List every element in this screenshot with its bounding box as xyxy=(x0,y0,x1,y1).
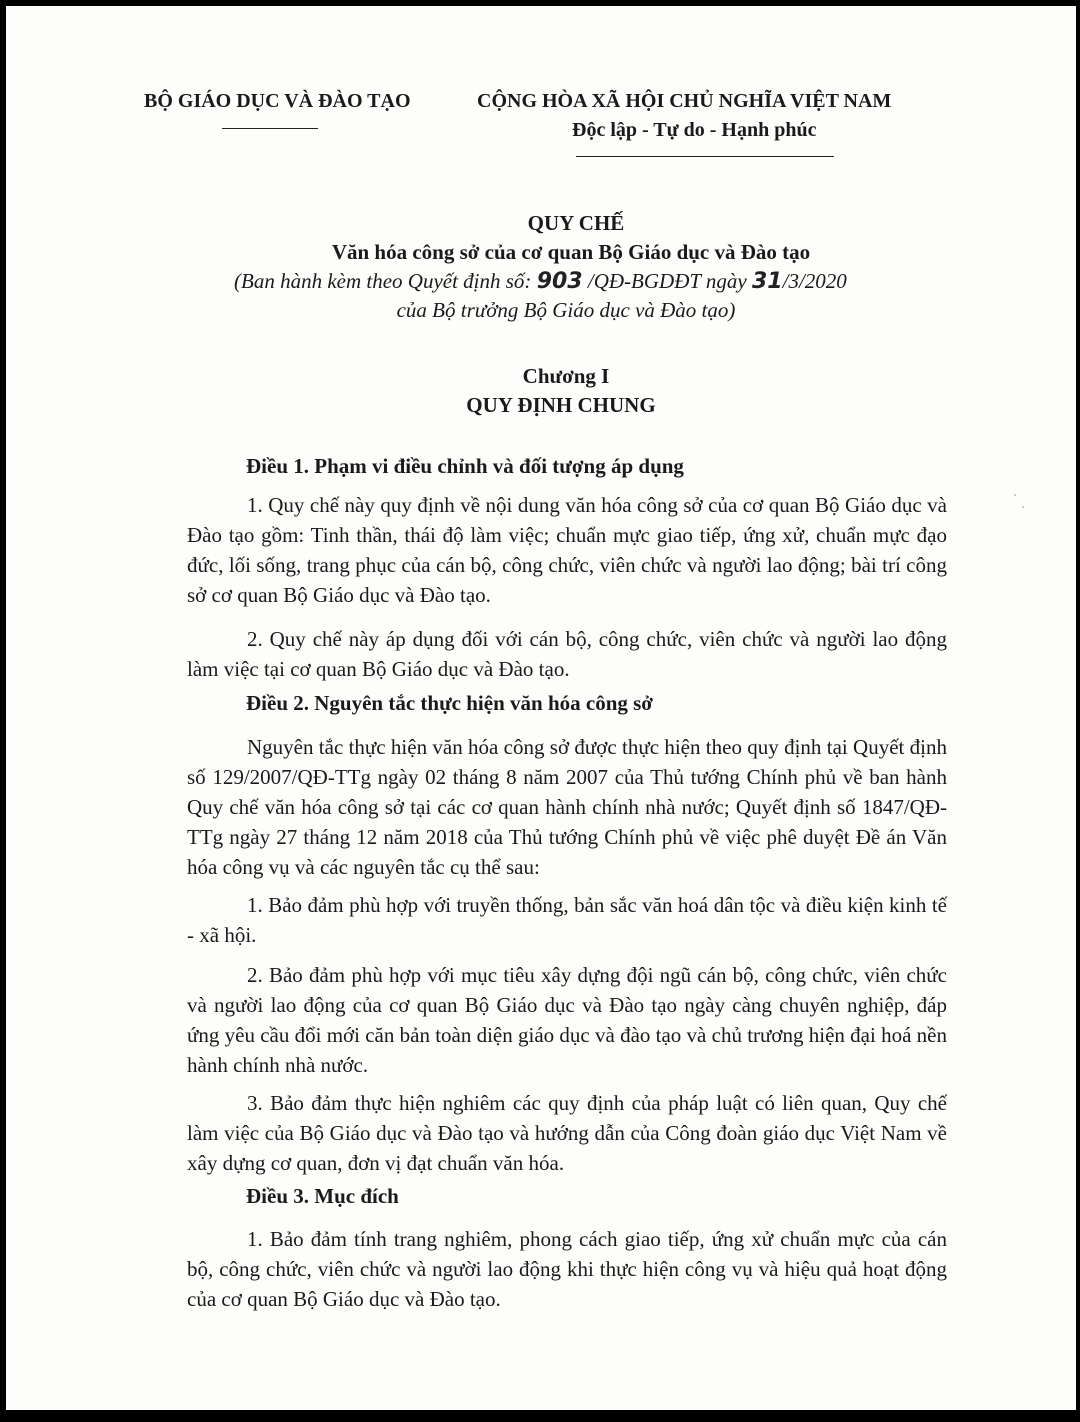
ministry-name: BỘ GIÁO DỤC VÀ ĐÀO TẠO xyxy=(144,90,411,112)
article-2-clause-2: 2. Bảo đảm phù hợp với mục tiêu xây dựng đội ngũ cán bộ, công chức, viên chức và người lao động của cơ quan Bộ Giáo dục và Đào tạo ngày càng chuyên nghiệp, đáp ứng yêu cầu đổi mới căn bản toàn diện giáo dục và đào tạo và chủ trương hiện đại hoá nền hành chính nhà nước. xyxy=(187,963,947,1077)
national-motto: Độc lập - Tự do - Hạnh phúc xyxy=(572,119,817,141)
article-2-heading: Điều 2. Nguyên tắc thực hiện văn hóa công sở xyxy=(246,691,653,715)
issuance-suffix: /3/2020 xyxy=(782,269,847,293)
issuance-line xyxy=(234,269,847,294)
decision-number-handwritten: 903 xyxy=(536,269,583,294)
article-1-clause-1: 1. Quy chế này quy định về nội dung văn hóa công sở của cơ quan Bộ Giáo dục và Đào tạo gồm: Tinh thần, thái độ làm việc; chuẩn mực giao tiếp, ứng xử, chuẩn mực đạo đức, lối sống, trang phục của cán bộ, công chức, viên chức và người lao động; bài trí công sở cơ quan Bộ Giáo dục và Đào tạo. xyxy=(187,493,947,607)
decision-day-handwritten: 31 xyxy=(751,269,783,294)
article-1-clause-2: 2. Quy chế này áp dụng đối với cán bộ, công chức, viên chức và người lao động làm việc tại cơ quan Bộ Giáo dục và Đào tạo. xyxy=(187,627,947,681)
scan-speck xyxy=(1014,494,1016,496)
article-2-clause-3: 3. Bảo đảm thực hiện nghiêm các quy định của pháp luật có liên quan, Quy chế làm việc của Bộ Giáo dục và Đào tạo và hướng dẫn của Công đoàn giáo dục Việt Nam về xây dựng cơ quan, đơn vị đạt chuẩn văn hóa. xyxy=(187,1091,947,1175)
document-title: QUY CHẾ xyxy=(527,211,625,235)
document-subtitle: Văn hóa công sở của cơ quan Bộ Giáo dục và Đào tạo xyxy=(331,240,811,264)
scan-speck xyxy=(1022,506,1024,508)
issuer-line: của Bộ trưởng Bộ Giáo dục và Đào tạo) xyxy=(396,298,736,322)
motto-underline xyxy=(576,156,834,157)
ministry-underline xyxy=(222,128,318,129)
chapter-number: Chương I xyxy=(522,364,610,388)
issuance-prefix: (Ban hành kèm theo Quyết định số: xyxy=(234,269,537,293)
chapter-name: QUY ĐỊNH CHUNG xyxy=(466,393,656,417)
article-3-clause-1: 1. Bảo đảm tính trang nghiêm, phong cách giao tiếp, ứng xử chuẩn mực của cán bộ, công chức, viên chức và người lao động khi thực hiện công vụ và hiệu quả hoạt động của cơ quan Bộ Giáo dục và Đào tạo. xyxy=(187,1227,947,1311)
article-1-heading: Điều 1. Phạm vi điều chỉnh và đối tượng áp dụng xyxy=(246,454,684,478)
issuance-middle: /QĐ-BGDĐT ngày xyxy=(582,269,752,293)
article-2-intro: Nguyên tắc thực hiện văn hóa công sở được thực hiện theo quy định tại Quyết định số 129/2007/QĐ-TTg ngày 02 tháng 8 năm 2007 của Thủ tướng Chính phủ về ban hành Quy chế văn hóa công sở tại các cơ quan hành chính nhà nước; Quyết định số 1847/QĐ-TTg ngày 27 tháng 12 năm 2018 của Thủ tướng Chính phủ về việc phê duyệt Đề án Văn hóa công vụ và các nguyên tắc cụ thể sau: xyxy=(187,735,947,879)
document-page xyxy=(6,6,1076,1410)
article-3-heading: Điều 3. Mục đích xyxy=(246,1184,399,1208)
article-2-clause-1: 1. Bảo đảm phù hợp với truyền thống, bản sắc văn hoá dân tộc và điều kiện kinh tế - xã hội. xyxy=(187,893,947,947)
republic-name: CỘNG HÒA XÃ HỘI CHỦ NGHĨA VIỆT NAM xyxy=(477,90,892,112)
